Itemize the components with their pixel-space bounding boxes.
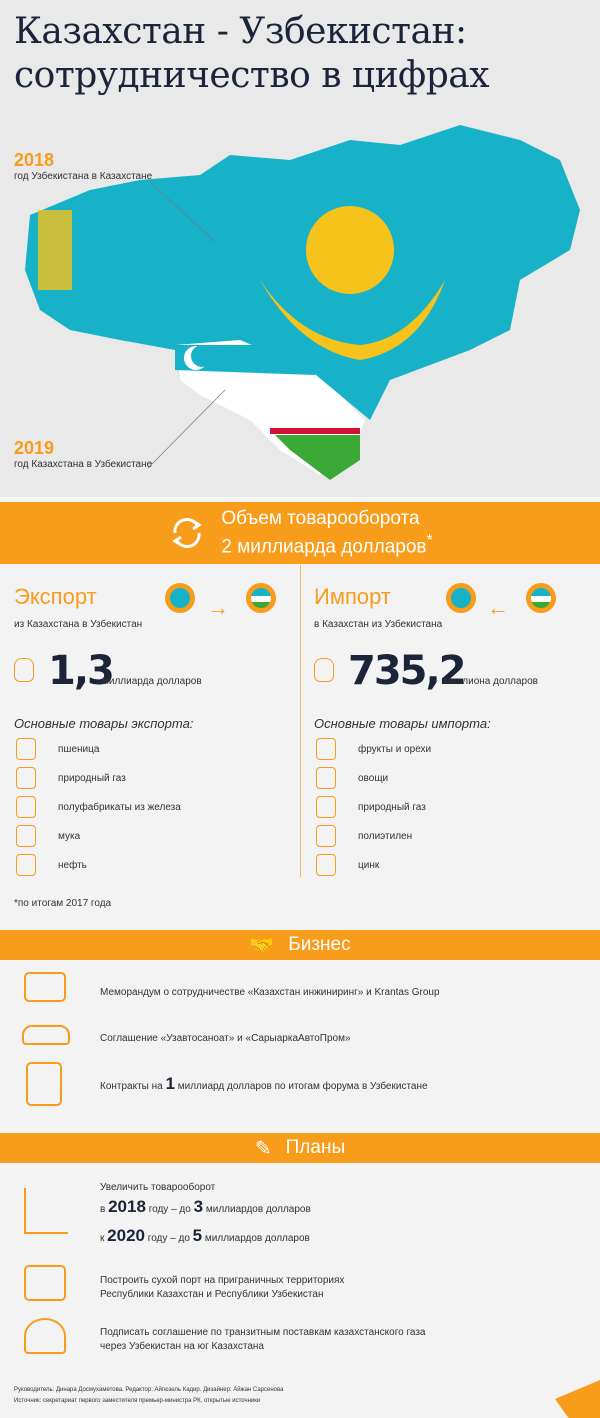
pipes-icon [16, 796, 36, 818]
flour-sack-icon [16, 825, 36, 847]
grapes-icon [316, 738, 336, 760]
plans-banner: ✎ Планы [0, 1133, 600, 1163]
uz-pin-icon [246, 583, 276, 628]
gas-meter-icon [24, 1318, 66, 1354]
plan-turnover: Увеличить товарооборот в 2018 году – до 3 миллиардов долларов к 2020 году – до 5 миллиардов долларов [100, 1182, 311, 1245]
wheat-icon [16, 738, 36, 760]
gas-tank-icon [316, 796, 336, 818]
money-bag-icon [314, 658, 334, 682]
list-item: полиэтилен [316, 825, 431, 847]
export-goods-title: Основные товары экспорта: [14, 716, 194, 731]
import-goods-title: Основные товары импорта: [314, 716, 491, 731]
arrow-left-icon: ← [487, 595, 509, 620]
export-unit: миллиарда долларов [102, 676, 202, 687]
plan-gas-transit: Подписать соглашение по транзитным поставкам казахстанского газа через Узбекистан на юг Казахстана [100, 1327, 426, 1352]
business-item: Меморандум о сотрудничестве «Казахстан инжиниринг» и Krantas Group [100, 987, 440, 998]
growth-chart-icon [24, 1188, 68, 1234]
credits: Руководитель: Динара Досмухаметова. Редактор: Айгюзель Кадир. Дизайнер: Айжан Сарсенова Источник: секретариат первого заместителя премьер-министра РК, открытые источники [14, 1387, 284, 1404]
oil-barrel-icon [16, 854, 36, 876]
business-item: Соглашение «Узавтосаноат» и «СарыаркаАвтоПром» [100, 1033, 351, 1044]
page-title: Казахстан - Узбекистан: сотрудничество в цифрах [14, 11, 490, 96]
briefcase-icon [24, 972, 66, 1002]
list-item: фрукты и орехи [316, 738, 431, 760]
refresh-icon [167, 513, 207, 553]
import-unit: миллиона долларов [444, 676, 538, 687]
gas-tank-icon [16, 767, 36, 789]
uz-flag-red [270, 428, 360, 434]
year-2019: 2019 год Казахстана в Узбекистане [14, 438, 153, 470]
uz-pin-icon [526, 583, 556, 628]
list-item: мука [16, 825, 181, 847]
list-item: цинк [316, 854, 431, 876]
sun-icon [306, 206, 394, 294]
kz-pin-icon [165, 583, 195, 628]
pipes-icon [316, 854, 336, 876]
import-subtitle: в Казахстан из Узбекистана [314, 619, 443, 630]
handshake-icon: 🤝 [249, 934, 275, 957]
footnote: *по итогам 2017 года [14, 898, 112, 909]
ornament-icon [38, 210, 72, 290]
carrot-icon [316, 767, 336, 789]
kz-pin-icon [446, 583, 476, 628]
column-divider [300, 565, 301, 877]
import-title: Импорт [314, 584, 391, 609]
edit-icon: ✎ [254, 1137, 272, 1160]
list-item: пшеница [16, 738, 181, 760]
year-2018: 2018 год Узбекистана в Казахстане [14, 150, 153, 182]
contract-icon [26, 1062, 62, 1106]
roll-icon [316, 825, 336, 847]
list-item: полуфабрикаты из железа [16, 796, 181, 818]
arrow-right-icon: → [207, 595, 229, 620]
sputnik-logo [555, 1380, 600, 1418]
car-icon [22, 1025, 70, 1045]
export-title: Экспорт [14, 584, 97, 609]
export-value: 1,3 [48, 648, 113, 694]
list-item: нефть [16, 854, 181, 876]
plan-dry-port: Построить сухой порт на приграничных территориях Республики Казахстан и Республики Узбекистан [100, 1275, 345, 1300]
import-goods-list [316, 738, 431, 876]
list-item: овощи [316, 767, 431, 789]
import-value: 735,2 [348, 648, 465, 694]
business-item: Контракты на 1 миллиард долларов по итогам форума в Узбекистане [100, 1074, 428, 1093]
container-port-icon [24, 1265, 66, 1301]
list-item: природный газ [16, 767, 181, 789]
business-banner: 🤝 Бизнес [0, 930, 600, 960]
export-goods-list [16, 738, 181, 876]
export-subtitle: из Казахстана в Узбекистан [14, 619, 143, 630]
list-item: природный газ [316, 796, 431, 818]
money-bag-icon [14, 658, 34, 682]
turnover-banner: Объем товарооборота 2 миллиарда долларов* [0, 502, 600, 564]
